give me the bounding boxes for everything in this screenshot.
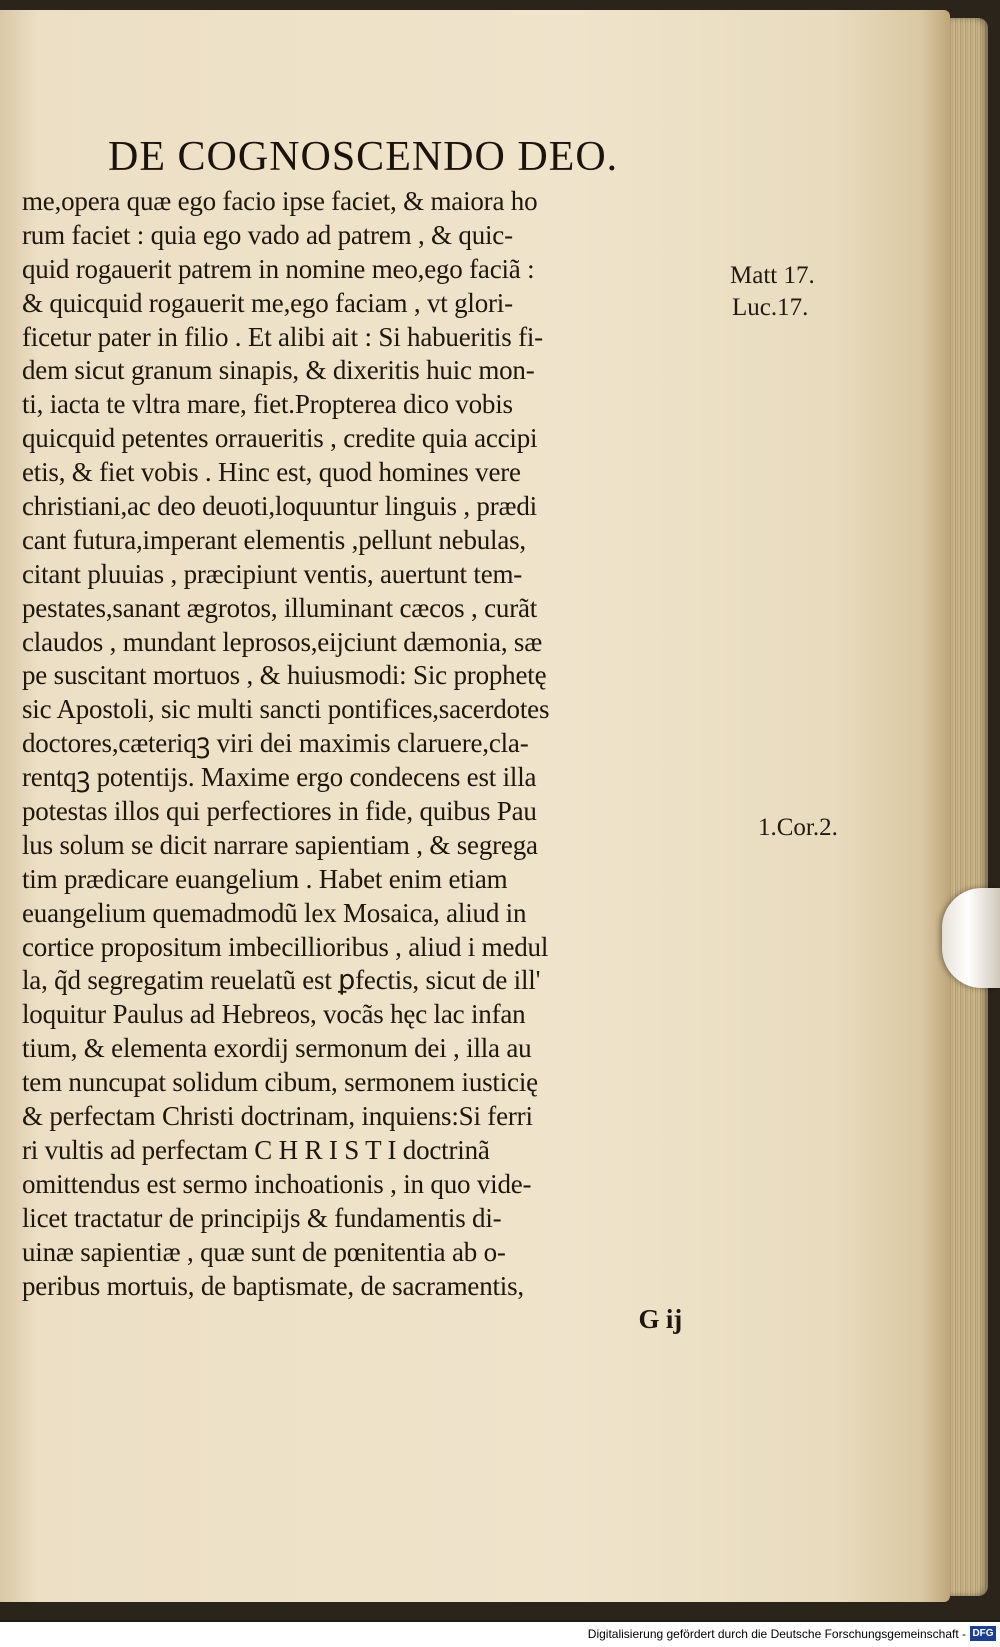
margin-note-matt: Matt 17. (730, 262, 815, 289)
text-line: tem nuncupat solidum cibum, sermonem iusticię (22, 1067, 538, 1098)
text-line: pestates,sanant ægrotos, illuminant cæcos , curãt (22, 592, 538, 623)
text-line: pe suscitant mortuos , & huiusmodi: Sic prophetę (22, 660, 547, 691)
text-line: cant futura,imperant elementis ,pellunt nebulas, (22, 524, 526, 555)
text-line: ri vultis ad perfectam C H R I S T I doctrinã (22, 1134, 490, 1165)
text-line: euangelium quemadmodũ lex Mosaica, aliud in (22, 897, 527, 928)
signature-mark: G ij (638, 1304, 682, 1335)
text-line: rentqꝫ potentijs. Maxime ergo condecens est illa (22, 762, 537, 793)
text-line: omittendus est sermo inchoationis , in quo vide- (22, 1168, 532, 1199)
text-line: potestas illos qui perfectiores in fide, quibus Pau (22, 796, 537, 827)
text-line: & quicquid rogauerit me,ego faciam , vt glori- (22, 287, 513, 318)
page-clip (942, 888, 1000, 988)
text-line: rum faciet : quia ego vado ad patrem , & quic- (22, 219, 513, 250)
text-line: quid rogauerit patrem in nomine meo,ego faciã : (22, 253, 535, 284)
text-line: loquitur Paulus ad Hebreos, vocãs hęc lac infan (22, 999, 526, 1030)
text-line: sic Apostoli, sic multi sancti pontifices,sacerdotes (22, 694, 550, 725)
text-line: me,opera quæ ego facio ipse faciet, & maiora ho (22, 186, 538, 216)
body-text (22, 185, 742, 1337)
text-line: claudos , mundant leprosos,eijciunt dæmonia, sæ (22, 626, 543, 657)
margin-note-cor: 1.Cor.2. (758, 814, 838, 841)
text-line: la, q̃d segregatim reuelatũ est ꝑfectis, sicut de ill' (22, 965, 541, 996)
dfg-logo-icon: DFG (970, 1626, 996, 1641)
text-line: tim prædicare euangelium . Habet enim etiam (22, 863, 508, 894)
text-line: etis, & fiet vobis . Hinc est, quod homines vere (22, 457, 521, 488)
text-line: tium, & elementa exordij sermonum dei , illa au (22, 1033, 532, 1064)
text-line: citant pluuias , præcipiunt ventis, auertunt tem- (22, 558, 523, 589)
footer-credit: Digitalisierung gefördert durch die Deutsche Forschungsgemeinschaft - (587, 1627, 966, 1641)
text-line: christiani,ac deo deuoti,loquuntur linguis , prædi (22, 491, 537, 522)
text-line: dem sicut granum sinapis, & dixeritis huic mon- (22, 355, 535, 386)
text-line: quicquid petentes orraueritis , credite quia accipi (22, 423, 538, 454)
running-header: DE COGNOSCENDO DEO. (108, 134, 619, 180)
text-line: & perfectam Christi doctrinam, inquiens:Si ferri (22, 1101, 533, 1132)
text-line: licet tractatur de principijs & fundamentis di- (22, 1202, 502, 1233)
text-line: uinæ sapientiæ , quæ sunt de pœnitentia ab o- (22, 1236, 506, 1267)
text-line: ficetur pater in filio . Et alibi ait : Si habueritis fi- (22, 321, 543, 352)
text-line: cortice propositum imbecillioribus , aliud i medul (22, 931, 549, 962)
text-line: ti, iacta te vltra mare, fiet.Propterea dico vobis (22, 389, 513, 420)
text-line: doctores,cæteriqꝫ viri dei maximis claruere,cla- (22, 728, 529, 759)
text-line: lus solum se dicit narrare sapientiam , & segrega (22, 829, 538, 860)
margin-note-luc: Luc.17. (732, 294, 809, 321)
text-line: peribus mortuis, de baptismate, de sacramentis, (22, 1270, 524, 1301)
